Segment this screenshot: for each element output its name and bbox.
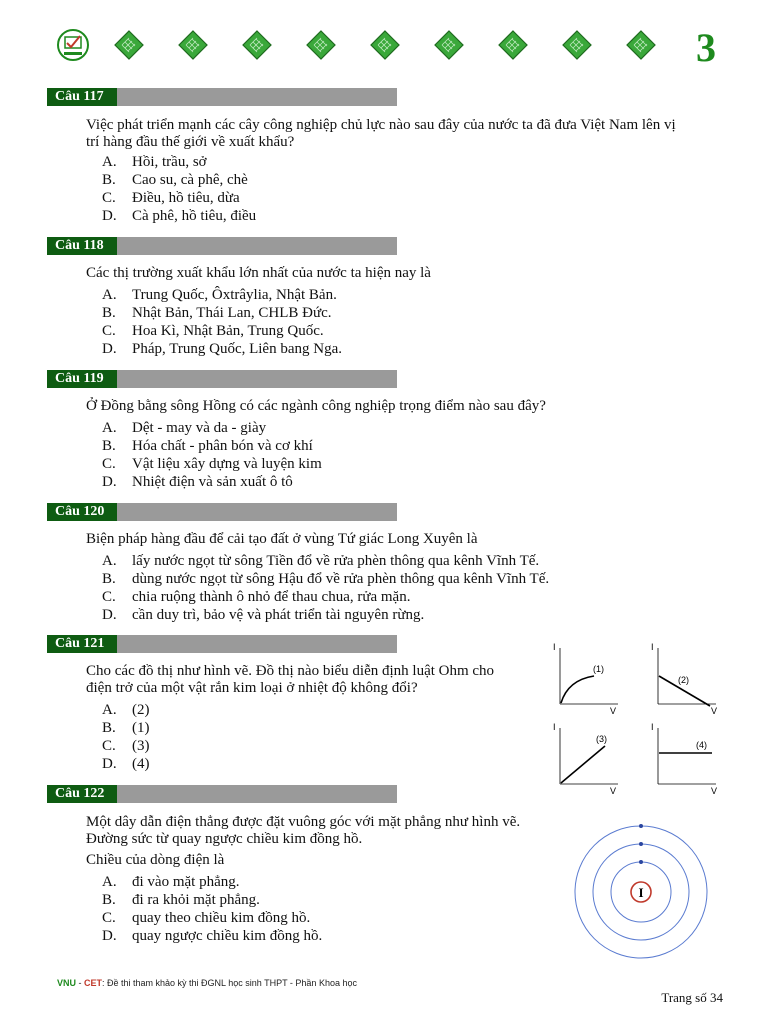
option-117-c: C. Điều, hồ tiêu, dừa bbox=[102, 190, 240, 206]
decor-diamond-icon bbox=[626, 30, 656, 60]
option-122-d: D. quay ngược chiều kim đồng hồ. bbox=[102, 928, 323, 944]
page-number: Trang số 34 bbox=[661, 990, 723, 1005]
question-stem-118: Các thị trường xuất khẩu lớn nhất của nước ta hiện nay là bbox=[86, 265, 431, 281]
option-118-b: B. Nhật Bản, Thái Lan, CHLB Đức. bbox=[102, 305, 332, 321]
question-stem-122-line1: Một dây dẫn điện thẳng được đặt vuông góc với mặt phẳng như hình vẽ. bbox=[86, 814, 521, 830]
option-120-a: A. lấy nước ngọt từ sông Tiền đổ về rửa phèn thông qua kênh Vĩnh Tế. bbox=[102, 553, 540, 569]
option-121-b: B. (1) bbox=[102, 720, 150, 736]
question-stem-117-line2: trí hàng đầu thế giới về xuất khẩu? bbox=[86, 134, 295, 150]
option-122-a: A. đi vào mặt phẳng. bbox=[102, 874, 240, 890]
question-header-121 bbox=[47, 635, 397, 653]
option-119-a: A. Dệt - may và da - giày bbox=[102, 420, 267, 436]
option-119-b: B. Hóa chất - phân bón và cơ khí bbox=[102, 438, 313, 454]
decor-diamond-icon bbox=[434, 30, 464, 60]
question-stem-117-line1: Việc phát triển mạnh các cây công nghiệp chủ lực nào sau đây của nước ta đã đưa Việt Nam lên vị bbox=[86, 117, 676, 133]
footer-source: VNU - CET: Đề thi tham khảo kỳ thi ĐGNL học sinh THPT - Phần Khoa học bbox=[57, 978, 357, 988]
graph-1 bbox=[553, 642, 618, 716]
question-label: Câu 122 bbox=[47, 785, 117, 803]
question-stem-121-line2: điện trở của một vật rắn kim loại ở nhiệt độ không đổi? bbox=[86, 680, 418, 696]
option-120-b: B. dùng nước ngọt từ sông Hậu đổ về rửa phèn thông qua kênh Vĩnh Tế. bbox=[102, 571, 550, 587]
question-label: Câu 119 bbox=[47, 370, 117, 388]
option-118-d: D. Pháp, Trung Quốc, Liên bang Nga. bbox=[102, 341, 342, 357]
graph-4-label: (4) bbox=[696, 740, 707, 750]
option-122-b: B. đi ra khỏi mặt phẳng. bbox=[102, 892, 260, 908]
graph-4-axis-x: V bbox=[711, 786, 718, 796]
option-120-c: C. chia ruộng thành ô nhỏ để thau chua, rửa mặn. bbox=[102, 589, 411, 605]
graph-3 bbox=[553, 722, 618, 796]
ohm-graphs-figure bbox=[548, 640, 728, 800]
decor-diamond-icon bbox=[370, 30, 400, 60]
option-119-c: C. Vật liệu xây dựng và luyện kim bbox=[102, 456, 322, 472]
question-stem-122-line2: Đường sức từ quay ngược chiều kim đồng hồ. bbox=[86, 831, 363, 847]
graph-4-axis-y: I bbox=[651, 722, 654, 732]
option-122-c: C. quay theo chiều kim đồng hồ. bbox=[102, 910, 311, 926]
question-stem-122-line3: Chiều của dòng điện là bbox=[86, 852, 225, 868]
option-117-d: D. Cà phê, hồ tiêu, điều bbox=[102, 208, 257, 224]
question-header-118 bbox=[47, 237, 397, 255]
graph-4 bbox=[651, 722, 717, 796]
decor-diamond-icon bbox=[114, 30, 144, 60]
question-stem-121-line1: Cho các đồ thị như hình vẽ. Đồ thị nào biểu diễn định luật Ohm cho bbox=[86, 663, 495, 679]
option-118-c: C. Hoa Kì, Nhật Bản, Trung Quốc. bbox=[102, 323, 324, 339]
graph-2 bbox=[651, 642, 717, 716]
option-121-d: D. (4) bbox=[102, 756, 150, 772]
question-label: Câu 120 bbox=[47, 503, 117, 521]
question-header-122 bbox=[47, 785, 397, 803]
graph-3-axis-x: V bbox=[610, 786, 617, 796]
decor-diamond-icon bbox=[562, 30, 592, 60]
option-118-a: A. Trung Quốc, Ôxtrâylia, Nhật Bản. bbox=[102, 287, 337, 303]
graph-3-axis-y: I bbox=[553, 722, 556, 732]
graph-2-axis-y: I bbox=[651, 642, 654, 652]
graph-1-label: (1) bbox=[593, 664, 604, 674]
option-121-c: C. (3) bbox=[102, 738, 150, 754]
graph-1-axis-y: I bbox=[553, 642, 556, 652]
option-121-a: A. (2) bbox=[102, 702, 150, 718]
question-label: Câu 117 bbox=[47, 88, 117, 106]
option-120-d: D. cần duy trì, bảo vệ và phát triển tài nguyên rừng. bbox=[102, 607, 425, 623]
option-117-a: A. Hồi, trầu, sở bbox=[102, 154, 207, 170]
question-header-119 bbox=[47, 370, 397, 388]
wire-label: I bbox=[638, 885, 644, 900]
graph-3-label: (3) bbox=[596, 734, 607, 744]
page-header bbox=[56, 25, 716, 70]
graph-2-label: (2) bbox=[678, 675, 689, 685]
decor-diamond-icon bbox=[306, 30, 336, 60]
magnetic-field-figure bbox=[570, 824, 712, 966]
question-stem-120: Biện pháp hàng đầu để cải tạo đất ở vùng Tứ giác Long Xuyên là bbox=[86, 531, 478, 547]
option-119-d: D. Nhiệt điện và sản xuất ô tô bbox=[102, 474, 293, 490]
question-label: Câu 118 bbox=[47, 237, 117, 255]
question-header-120 bbox=[47, 503, 397, 521]
option-117-b: B. Cao su, cà phê, chè bbox=[102, 172, 248, 188]
section-number: 3 bbox=[696, 25, 716, 70]
school-logo-icon bbox=[56, 28, 90, 62]
decor-diamond-icon bbox=[178, 30, 208, 60]
decor-diamond-icon bbox=[242, 30, 272, 60]
question-stem-119: Ở Đồng bằng sông Hồng có các ngành công nghiệp trọng điểm nào sau đây? bbox=[86, 398, 546, 414]
graph-1-axis-x: V bbox=[610, 706, 617, 716]
decor-diamond-icon bbox=[498, 30, 528, 60]
graph-2-axis-x: V bbox=[711, 706, 718, 716]
question-label: Câu 121 bbox=[47, 635, 117, 653]
question-header-117 bbox=[47, 88, 397, 106]
